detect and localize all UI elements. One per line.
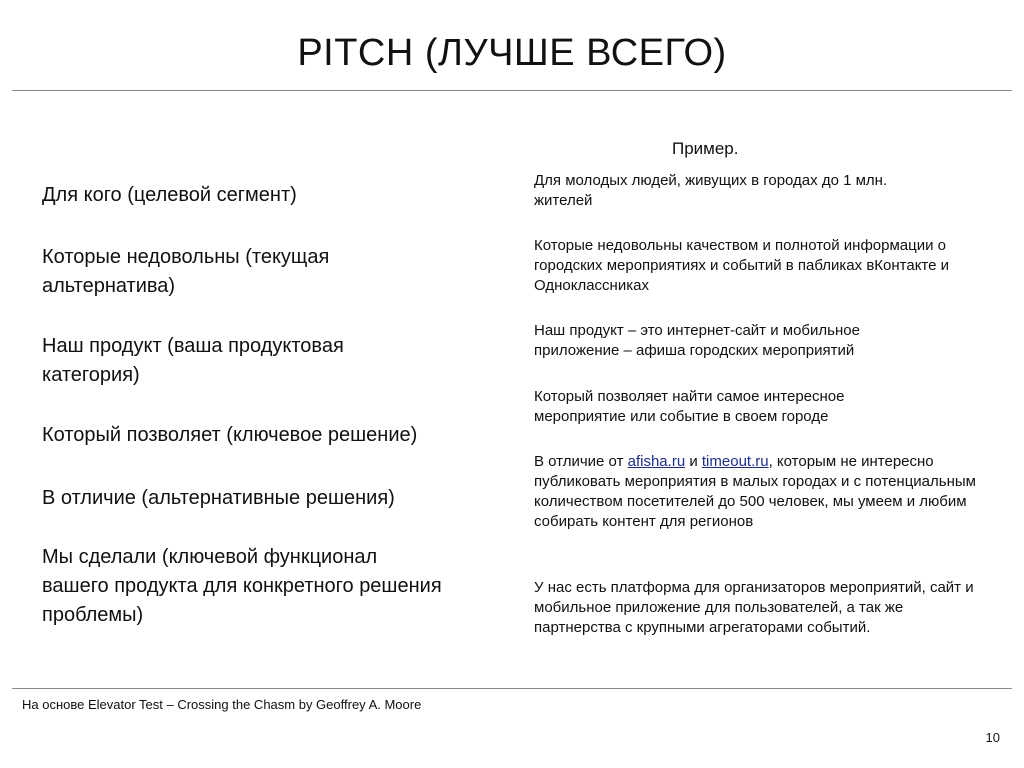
title-divider [12,90,1012,91]
alt-prefix: В отличие от [534,453,628,470]
timeout-link[interactable]: timeout.ru [701,453,769,470]
example-heading: Пример. [672,139,739,158]
footer-source-note: На основе Elevator Test – Crossing the Chasm by Geoffrey A. Moore [22,697,422,712]
right-item-target-segment: Для молодых людей, живущих в городах до 1 млн. жителей [534,172,888,209]
left-item-key-functionality: Мы сделали (ключевой функционал вашего продукта для конкретного решения проблемы) [42,546,442,626]
right-item-current-alternative: Которые недовольны качеством и полнотой информации о городских мероприятиях и событий в пабликах вКонтакте и Одноклассниках [534,237,950,294]
left-item-alternative-solutions: В отличие (альтернативные решения) [42,487,395,509]
right-item-key-solution: Который позволяет найти самое интересное мероприятие или событие в своем городе [534,388,845,425]
right-item-alternative-solutions [534,452,984,532]
alt-middle: и [685,453,702,470]
left-item-current-alternative: Которые недовольны (текущая альтернатива) [42,246,330,297]
left-item-target-segment: Для кого (целевой сегмент) [42,184,297,206]
alt-suffix: , которым не интересно публиковать мероприятия в малых городах и с потенциальным количеством посетителей до 500 человек, мы умеем и любим собирать контент для регионов [534,453,976,530]
page-number: 10 [985,730,1000,745]
footer-divider [12,688,1012,689]
right-item-product-category: Наш продукт – это интернет-сайт и мобильное приложение – афиша городских мероприятий [534,322,860,359]
afisha-link[interactable]: afisha.ru [627,453,686,470]
left-item-product-category: Наш продукт (ваша продуктовая категория) [42,335,344,386]
right-item-key-functionality: У нас есть платформа для организаторов мероприятий, сайт и мобильное приложение для пользователей, а так же партнерства с крупными агрегаторами событий. [534,579,974,636]
left-item-key-solution: Который позволяет (ключевое решение) [42,424,418,446]
page-title: PITCH (ЛУЧШЕ ВСЕГО) [297,32,727,74]
